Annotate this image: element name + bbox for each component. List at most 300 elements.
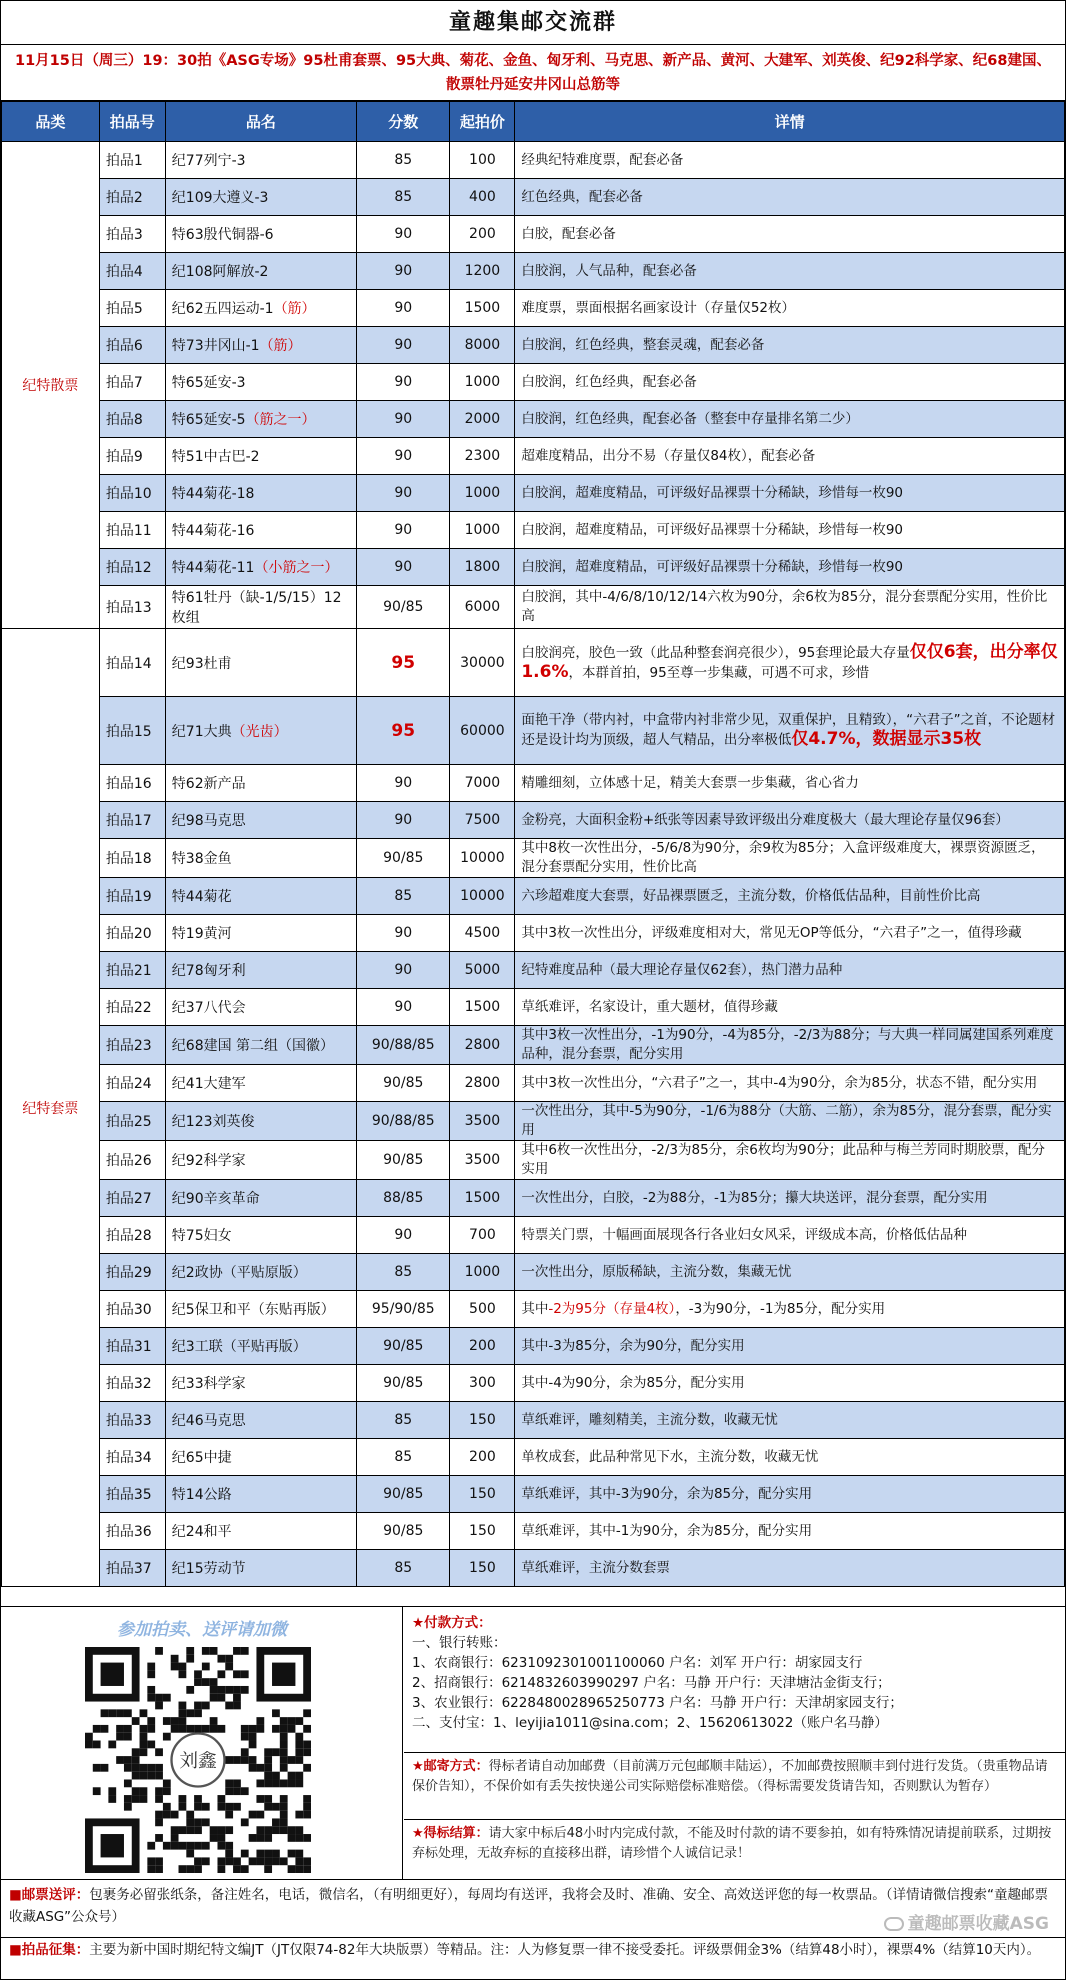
lot-detail	[515, 1402, 1065, 1439]
lot-start-price: 3500	[450, 1141, 515, 1180]
lot-name-text: 特75妇女	[171, 1228, 232, 1244]
lot-detail	[515, 952, 1065, 989]
bottom-section	[1, 1606, 1065, 1879]
lot-score	[357, 1180, 450, 1217]
lot-name	[165, 839, 356, 878]
table-row	[2, 290, 1065, 327]
lot-name	[165, 586, 356, 629]
lot-detail	[515, 629, 1065, 697]
table-row	[2, 1141, 1065, 1180]
lot-name-text: 特62新产品	[171, 776, 246, 792]
lot-score-text: 90	[394, 263, 413, 279]
payment-info	[404, 1607, 1065, 1753]
lot-name	[165, 1026, 356, 1065]
auction-subtitle: 11月15日（周三）19：30拍《ASG专场》95杜甫套票、95大典、菊花、金鱼、匈牙利、马克思、新产品、黄河、大建军、刘英俊、纪92科学家、纪68建国、散票牡丹延安井冈山总筋等	[1, 45, 1065, 101]
lot-detail	[515, 1365, 1065, 1402]
header-name: 品名	[165, 102, 356, 142]
table-row	[2, 1365, 1065, 1402]
lot-detail-text: 其中3枚一次性出分，“六君子”之一，其中-4为90分，余为85分，状态不错，配分实用	[521, 1074, 1038, 1091]
lot-number: 拍品22	[99, 989, 165, 1026]
lot-score	[357, 839, 450, 878]
lot-name-text: 纪46马克思	[171, 1413, 246, 1429]
lot-detail-highlight: 仅4.7%，数据显示35枚	[791, 729, 982, 749]
lot-start-price: 2800	[450, 1026, 515, 1065]
lot-detail	[515, 1065, 1065, 1102]
lot-start-price: 200	[450, 1439, 515, 1476]
lot-number: 拍品31	[99, 1328, 165, 1365]
lot-name-note: （筋之一）	[245, 412, 316, 428]
lot-detail	[515, 1328, 1065, 1365]
lot-name	[165, 216, 356, 253]
lot-name-text: 纪37八代会	[171, 1000, 246, 1016]
lot-name-text: 纪5保卫和平（东贴再版）	[171, 1302, 335, 1318]
header-category: 品类	[2, 102, 100, 142]
lot-detail	[515, 765, 1065, 802]
lot-name	[165, 915, 356, 952]
table-row	[2, 179, 1065, 216]
lot-score	[357, 1328, 450, 1365]
lot-detail	[515, 1217, 1065, 1254]
lot-score-text: 90/88/85	[371, 1113, 435, 1129]
lot-start-price: 60000	[450, 697, 515, 765]
lot-name	[165, 1439, 356, 1476]
lot-detail	[515, 364, 1065, 401]
lot-name	[165, 179, 356, 216]
lot-detail-tail: ，本群首拍，95至尊一步集藏，可遇不可求，珍惜	[568, 664, 870, 681]
lot-name	[165, 1476, 356, 1513]
lot-detail	[515, 586, 1065, 629]
table-row	[2, 475, 1065, 512]
lot-name-text: 纪98马克思	[171, 813, 246, 829]
footer-appraisal-label: ■邮票送评：	[9, 1887, 90, 1903]
lot-score	[357, 253, 450, 290]
table-row	[2, 216, 1065, 253]
lot-number: 拍品10	[99, 475, 165, 512]
lot-detail-text: 其中8枚一次性出分，-5/6/8为90分，余9枚为85分；入盒评级难度大，裸票资源匮乏，混分套票配分实用，性价比高	[521, 840, 1045, 875]
lot-name-text: 纪2政协（平贴原版）	[171, 1265, 307, 1281]
table-row	[2, 915, 1065, 952]
lot-score-text: 90/85	[383, 1486, 424, 1502]
lot-start-price: 3500	[450, 1102, 515, 1141]
lot-detail-text: 其中3枚一次性出分，-1为90分，-4为85分，-2/3为88分；与大典一样同属建国系列难度品种，混分套票，配分实用	[521, 1027, 1054, 1062]
lot-number: 拍品6	[99, 327, 165, 364]
lot-start-price: 150	[450, 1402, 515, 1439]
lot-name-text: 纪65中捷	[171, 1450, 232, 1466]
lot-score	[357, 179, 450, 216]
lot-name	[165, 989, 356, 1026]
lot-score-text: 90	[394, 300, 413, 316]
lot-detail	[515, 327, 1065, 364]
lot-detail	[515, 290, 1065, 327]
header-lot: 拍品号	[99, 102, 165, 142]
lot-detail	[515, 142, 1065, 179]
mail-text: 得标者请自动加邮费（目前满万元包邮顺丰陆运），不加邮费按照顺丰到付进行发货。（贵重物品请保价告知），不保价如有丢失按快递公司实际赔偿标准赔偿。（得标需要发货请告知，否则默认为暂存）	[412, 1759, 1048, 1794]
watermark	[884, 1909, 1049, 1934]
lot-score-text: 90	[394, 812, 413, 828]
lot-score	[357, 549, 450, 586]
lot-name	[165, 438, 356, 475]
lot-name-text: 纪108阿解放-2	[171, 264, 269, 280]
table-row	[2, 1328, 1065, 1365]
lot-detail	[515, 1476, 1065, 1513]
lot-name	[165, 1291, 356, 1328]
lot-detail-text: 草纸难评，其中-3为90分，余为85分，配分实用	[521, 1485, 813, 1502]
footer-appraisal-text: 包裹务必留张纸条，备注姓名，电话，微信名，（有明细更好），每周均有送评，我将会及时、准确、安全、高效送评您的每一枚票品。（详情请微信搜索“童趣邮票收藏ASG”公众号）	[9, 1887, 1049, 1925]
lot-score	[357, 1026, 450, 1065]
lot-start-price: 150	[450, 1476, 515, 1513]
lot-score-text: 90	[394, 925, 413, 941]
lot-score-text: 90/85	[383, 1152, 424, 1168]
lot-score-text: 90/85	[383, 1075, 424, 1091]
lot-name	[165, 290, 356, 327]
lot-score-text: 90	[394, 1227, 413, 1243]
lot-score	[357, 1291, 450, 1328]
lot-number: 拍品20	[99, 915, 165, 952]
lot-detail-text: 其中-3为85分，余为90分，配分实用	[521, 1337, 745, 1354]
lot-number: 拍品11	[99, 512, 165, 549]
lot-name-text: 纪68建国 第二组（国徽）	[171, 1038, 335, 1054]
table-row	[2, 438, 1065, 475]
settle-text: 请大家中标后48小时内完成付款，不能及时付款的请不要参拍，如有特殊情况请提前联系，过期按弃标处理，无故弃标的直接移出群，请珍惜个人诚信记录！	[412, 1826, 1052, 1861]
lot-detail	[515, 1141, 1065, 1180]
lot-name-text: 纪77列宁-3	[171, 153, 246, 169]
lot-name	[165, 765, 356, 802]
table-row	[2, 1291, 1065, 1328]
lot-detail-text: 白胶润亮，胶色一致（此品种整套润亮很少），95套理论最大存量	[521, 644, 910, 661]
lot-number: 拍品2	[99, 179, 165, 216]
lot-detail-text: 超难度精品，出分不易（存量仅84枚），配套必备	[521, 447, 816, 464]
lot-name	[165, 253, 356, 290]
lot-name	[165, 1217, 356, 1254]
lot-name-text: 特19黄河	[171, 926, 232, 942]
table-row	[2, 512, 1065, 549]
lot-name	[165, 327, 356, 364]
lot-score-text: 85	[394, 189, 413, 205]
lot-score-text: 90	[394, 226, 413, 242]
lot-detail	[515, 1254, 1065, 1291]
lot-name	[165, 142, 356, 179]
lot-detail-text: 白胶润，其中-4/6/8/10/12/14六枚为90分，余6枚为85分，混分套票配分实用，性价比高	[521, 589, 1048, 624]
table-row	[2, 1180, 1065, 1217]
table-body	[2, 142, 1065, 1587]
lot-detail	[515, 1439, 1065, 1476]
table-row	[2, 1065, 1065, 1102]
lot-score	[357, 216, 450, 253]
category-cell-set: 纪特套票	[2, 629, 100, 1587]
lot-start-price: 200	[450, 1328, 515, 1365]
lot-score-text: 90/88/85	[371, 1037, 435, 1053]
footer-collection-label: ■拍品征集：	[9, 1942, 90, 1958]
lot-detail-text: 白胶润，超难度精品，可评级好品裸票十分稀缺，珍惜每一枚90	[521, 484, 904, 501]
table-row	[2, 1217, 1065, 1254]
lot-score-text: 85	[394, 152, 413, 168]
info-panel	[404, 1607, 1065, 1880]
lot-score	[357, 1476, 450, 1513]
lot-number: 拍品35	[99, 1476, 165, 1513]
lot-start-price: 100	[450, 142, 515, 179]
lot-number: 拍品33	[99, 1402, 165, 1439]
lot-detail	[515, 1180, 1065, 1217]
table-row	[2, 1102, 1065, 1141]
lot-score-text: 90	[394, 337, 413, 353]
lot-score	[357, 1550, 450, 1587]
lot-name-text: 特73井冈山-1	[171, 338, 260, 354]
lot-name-text: 纪109大遵义-3	[171, 190, 269, 206]
lot-detail-text: 白胶润，红色经典，配套必备（整套中存量排名第二少）	[521, 410, 859, 427]
lot-name-text: 特44菊花-18	[171, 486, 255, 502]
lot-start-price: 7000	[450, 765, 515, 802]
lot-name-text: 纪3工联（平贴再版）	[171, 1339, 307, 1355]
lot-score	[357, 1141, 450, 1180]
payment-line-4: 二、支付宝：1、leyijia1011@sina.com；2、15620613022（账户名马静）	[412, 1715, 888, 1731]
lot-name-note: （小筋之一）	[254, 560, 339, 576]
lot-score-text: 85	[394, 1264, 413, 1280]
settle-label: ★得标结算：	[412, 1826, 489, 1841]
lot-number: 拍品7	[99, 364, 165, 401]
lot-start-price: 10000	[450, 839, 515, 878]
lot-score-text: 90	[394, 485, 413, 501]
table-row	[2, 802, 1065, 839]
lot-score	[357, 697, 450, 765]
lot-score-text: 88/85	[383, 1190, 424, 1206]
lot-detail-text: 白胶润，人气品种，配套必备	[521, 262, 697, 279]
lot-start-price: 8000	[450, 327, 515, 364]
lot-name	[165, 802, 356, 839]
lot-detail-text: 白胶润，红色经典，整套灵魂，配套必备	[521, 336, 765, 353]
footer-collection	[1, 1937, 1065, 1980]
lot-detail-text: 一次性出分，白胶，-2为88分，-1为85分；攥大块送评，混分套票，配分实用	[521, 1189, 988, 1206]
lot-start-price: 2300	[450, 438, 515, 475]
lot-score-text: 95/90/85	[371, 1301, 435, 1317]
lot-start-price: 1000	[450, 512, 515, 549]
lot-score-text: 85	[394, 888, 413, 904]
lot-score-text: 90	[394, 559, 413, 575]
lot-detail	[515, 1513, 1065, 1550]
table-row	[2, 1476, 1065, 1513]
table-row	[2, 989, 1065, 1026]
qr-panel	[1, 1607, 403, 1880]
table-row	[2, 401, 1065, 438]
table-row	[2, 878, 1065, 915]
table-row	[2, 765, 1065, 802]
table-row	[2, 1402, 1065, 1439]
lot-name-text: 纪123刘英俊	[171, 1114, 255, 1130]
lot-detail	[515, 253, 1065, 290]
lot-detail	[515, 549, 1065, 586]
lot-detail-text: 其中3枚一次性出分，评级难度相对大，常见无OP等低分，“六君子”之一，值得珍藏	[521, 924, 1022, 941]
table-row	[2, 1026, 1065, 1065]
lot-start-price: 5000	[450, 952, 515, 989]
lot-number: 拍品17	[99, 802, 165, 839]
lot-name	[165, 475, 356, 512]
lot-score-text: 90/85	[383, 1375, 424, 1391]
lot-score	[357, 327, 450, 364]
lot-name	[165, 512, 356, 549]
lot-score-text: 85	[394, 1449, 413, 1465]
lot-start-price: 4500	[450, 915, 515, 952]
table-row	[2, 697, 1065, 765]
table-row	[2, 1513, 1065, 1550]
table-row	[2, 629, 1065, 697]
lot-score-text: 90	[394, 999, 413, 1015]
lot-name-text: 纪41大建军	[171, 1076, 246, 1092]
lot-detail	[515, 1026, 1065, 1065]
lot-name-note: （筋）	[273, 301, 316, 317]
lot-number: 拍品32	[99, 1365, 165, 1402]
lot-detail-tail: ，-3为90分，-1为85分，配分实用	[675, 1300, 886, 1317]
lot-number: 拍品26	[99, 1141, 165, 1180]
lot-start-price: 2800	[450, 1065, 515, 1102]
lot-start-price: 6000	[450, 586, 515, 629]
lot-detail-text: 其中	[521, 1300, 549, 1317]
lot-name	[165, 1141, 356, 1180]
mail-label: ★邮寄方式：	[412, 1759, 489, 1774]
lot-name-text: 特51中古巴-2	[171, 449, 260, 465]
table-row	[2, 253, 1065, 290]
lot-name	[165, 878, 356, 915]
lot-name	[165, 364, 356, 401]
lot-number: 拍品28	[99, 1217, 165, 1254]
lot-detail-text: 白胶润，超难度精品，可评级好品裸票十分稀缺，珍惜每一枚90	[521, 521, 904, 538]
lot-score	[357, 1102, 450, 1141]
lot-score	[357, 1439, 450, 1476]
lot-score	[357, 915, 450, 952]
lot-detail-text: 金粉亮，大面积金粉+纸张等因素导致评级出分难度极大（最大理论存量仅96套）	[521, 811, 1009, 828]
lot-name-text: 纪15劳动节	[171, 1561, 246, 1577]
lot-name-text: 纪78匈牙利	[171, 963, 246, 979]
lot-score-text: 85	[394, 1560, 413, 1576]
payment-line-2: 2、招商银行：6214832603990297 户名：马静 开户行：天津塘沽金街支行；	[412, 1675, 891, 1691]
lot-score	[357, 142, 450, 179]
lot-score-text: 95	[391, 720, 416, 741]
lot-name	[165, 401, 356, 438]
lot-name-note: （光齿）	[231, 723, 288, 740]
lot-number: 拍品21	[99, 952, 165, 989]
lot-number: 拍品24	[99, 1065, 165, 1102]
payment-line-3: 3、农业银行：6228480028965250773 户名：马静 开户行：天津胡家园支行；	[412, 1695, 903, 1711]
lot-detail-text: 白胶润，红色经典，配套必备	[521, 373, 697, 390]
lot-score	[357, 1217, 450, 1254]
lot-start-price: 300	[450, 1365, 515, 1402]
lot-score	[357, 401, 450, 438]
lot-score-text: 85	[394, 1412, 413, 1428]
payment-bank-title: 一、银行转账：	[412, 1635, 507, 1651]
header-price: 起拍价	[450, 102, 515, 142]
lot-score	[357, 765, 450, 802]
lot-start-price: 2000	[450, 401, 515, 438]
lot-name-text: 特65延安-3	[171, 375, 246, 391]
lot-score	[357, 1065, 450, 1102]
footer-collection-text: 主要为新中国时期纪特文编JT（JT仅限74-82年大块版票）等精品。注：人为修复票一律不接受委托。评级票佣金3%（结算48小时），裸票4%（结算10天内）。	[89, 1942, 1041, 1958]
lot-score	[357, 438, 450, 475]
lot-start-price: 1800	[450, 549, 515, 586]
page-title: 童趣集邮交流群	[1, 1, 1065, 45]
lot-score-text: 90	[394, 448, 413, 464]
lot-detail-text: 一次性出分，其中-5为90分，-1/6为88分（大筋、二筋），余为85分，混分套票，配分实用	[521, 1103, 1052, 1138]
lot-detail-text: 其中6枚一次性出分，-2/3为85分，余6枚均为90分；此品种与梅兰芳同时期胶票，配分实用	[521, 1142, 1045, 1177]
lot-detail	[515, 839, 1065, 878]
lot-name	[165, 697, 356, 765]
auction-table	[1, 101, 1065, 1587]
lot-score-text: 95	[391, 652, 416, 673]
lot-score-text: 90/85	[383, 1523, 424, 1539]
table-row	[2, 549, 1065, 586]
lot-number: 拍品27	[99, 1180, 165, 1217]
lot-detail	[515, 878, 1065, 915]
lot-name-note: （筋）	[259, 338, 302, 354]
lot-start-price: 500	[450, 1291, 515, 1328]
lot-score	[357, 1513, 450, 1550]
lot-name	[165, 952, 356, 989]
lot-score-text: 90	[394, 374, 413, 390]
lot-score	[357, 629, 450, 697]
lot-detail-highlight: 仅仅6套，出分率仅1.6%	[521, 641, 1058, 682]
category-cell-single: 纪特散票	[2, 142, 100, 629]
lot-detail-text: 经典纪特难度票，配套必备	[521, 151, 684, 168]
table-row	[2, 327, 1065, 364]
lot-number: 拍品18	[99, 839, 165, 878]
lot-detail	[515, 216, 1065, 253]
lot-name-text: 纪33科学家	[171, 1376, 246, 1392]
header-detail: 详情	[515, 102, 1065, 142]
qr-code-icon[interactable]	[83, 1647, 313, 1873]
lot-score	[357, 475, 450, 512]
lot-start-price: 1000	[450, 364, 515, 401]
lot-number: 拍品34	[99, 1439, 165, 1476]
lot-detail-text: 难度票，票面根据名画家设计（存量仅52枚）	[521, 299, 796, 316]
lot-name-text: 特38金鱼	[171, 851, 232, 867]
table-row	[2, 364, 1065, 401]
lot-start-price: 150	[450, 1513, 515, 1550]
lot-detail-text: 六珍超难度大套票，好品裸票匮乏，主流分数，价格低估品种，目前性价比高	[521, 887, 981, 904]
table-row	[2, 952, 1065, 989]
lot-name	[165, 1102, 356, 1141]
lot-detail-text: 一次性出分，原版稀缺，主流分数，集藏无忧	[521, 1263, 792, 1280]
lot-start-price: 1000	[450, 1254, 515, 1291]
lot-start-price: 7500	[450, 802, 515, 839]
lot-detail-text: 草纸难评，其中-1为90分，余为85分，配分实用	[521, 1522, 813, 1539]
lot-name	[165, 1328, 356, 1365]
lot-number: 拍品8	[99, 401, 165, 438]
lot-name	[165, 1065, 356, 1102]
lot-start-price: 1500	[450, 1180, 515, 1217]
lot-number: 拍品37	[99, 1550, 165, 1587]
table-row	[2, 1254, 1065, 1291]
lot-start-price: 1500	[450, 290, 515, 327]
lot-detail	[515, 512, 1065, 549]
lot-name-text: 特44菊花-16	[171, 523, 255, 539]
lot-name-text: 纪24和平	[171, 1524, 232, 1540]
qr-caption: 参加拍卖、送评请加微	[117, 1620, 287, 1640]
table-row	[2, 1439, 1065, 1476]
lot-name-text: 纪90辛亥革命	[171, 1191, 260, 1207]
table-header-row	[2, 102, 1065, 142]
lot-score	[357, 989, 450, 1026]
lot-detail-text: 红色经典，配套必备	[521, 188, 643, 205]
lot-name-text: 特65延安-5	[171, 412, 246, 428]
lot-detail-text: 纪特难度品种（最大理论存量仅62套），热门潜力品种	[521, 961, 843, 978]
lot-number: 拍品13	[99, 586, 165, 629]
lot-name	[165, 1180, 356, 1217]
lot-score	[357, 952, 450, 989]
watermark-text: 童趣邮票收藏ASG	[907, 1914, 1049, 1934]
lot-detail-text: 特票关门票，十幅画面展现各行各业妇女风采，评级成本高，价格低估品种	[521, 1226, 967, 1243]
lot-number: 拍品23	[99, 1026, 165, 1065]
table-row	[2, 142, 1065, 179]
lot-name-text: 纪93杜甫	[171, 655, 232, 672]
lot-name-text: 纪92科学家	[171, 1153, 246, 1169]
lot-name	[165, 629, 356, 697]
